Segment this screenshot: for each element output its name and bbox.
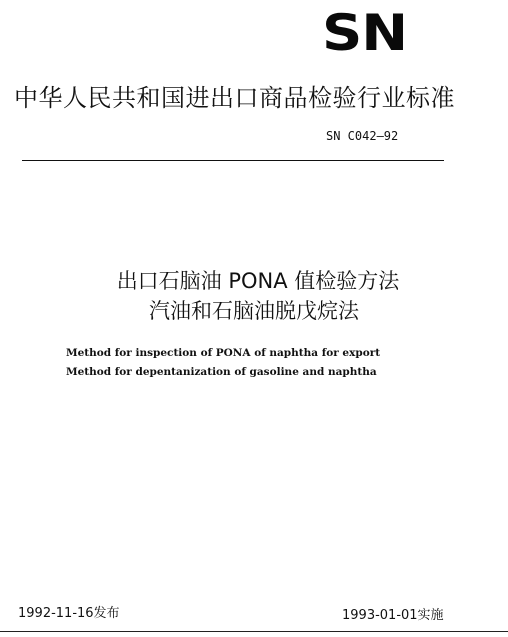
issue-date: 1992-11-16发布 (18, 606, 120, 621)
english-title-line-2: Method for depentanization of gasoline and naphtha (66, 366, 377, 378)
footer-divider (0, 631, 508, 632)
english-title-line-1: Method for inspection of PONA of naphtha for export (66, 347, 381, 359)
standard-number: SN C042—92 (326, 129, 399, 143)
implementation-date: 1993-01-01实施 (342, 608, 444, 623)
header-divider (22, 160, 444, 161)
chinese-title-line-1: 出口石脑油 PONA 值检验方法 (116, 269, 400, 293)
organization-title: 中华人民共和国进出口商品检验行业标准 (14, 84, 455, 112)
sn-logo: SN (322, 4, 407, 62)
chinese-title-line-2: 汽油和石脑油脱戊烷法 (149, 299, 359, 323)
